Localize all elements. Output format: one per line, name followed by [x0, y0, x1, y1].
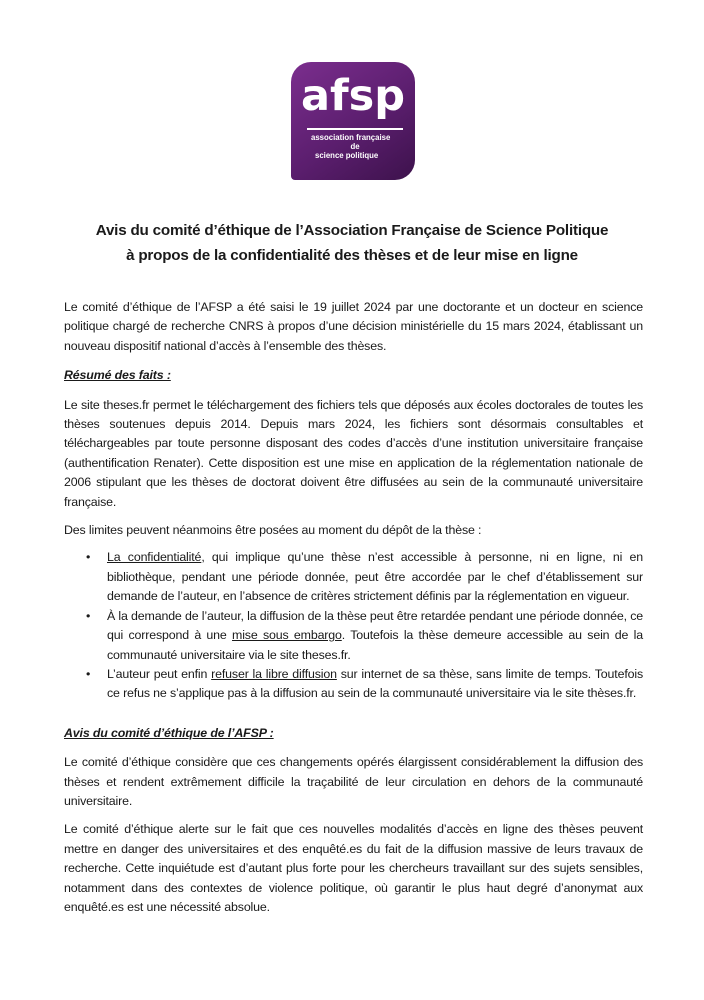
facts-paragraph: Le site theses.fr permet le téléchargement des fichiers tels que déposés aux écoles doctorales de toutes les thèses soutenues depuis 2014. Depuis mars 2024, les fichiers sont désormais consultables et téléchargeables par toute personne disposant des codes d’accès d’une institution universitaire française (authentification Renater). Cette disposition est une mise en application de la réglementation nationale de 2006 stipulant que les thèses de doctorat doivent être diffusées au sein de la communauté universitaire française. [64, 397, 643, 509]
embargo-term: mise sous embargo [232, 628, 342, 643]
afsp-logo [291, 62, 415, 180]
intro-paragraph: Le comité d’éthique de l’AFSP a été saisi le 19 juillet 2024 par une doctorante et un docteur en science politique chargé de recherche CNRS à propos d’une décision ministérielle du 15 mars 2024, établissant un nouveau dispositif national d’accès à l’ensemble des thèses. [64, 300, 643, 353]
refusal-term: refuser la libre diffusion [211, 666, 337, 681]
opinion-paragraph-2: Le comité d’éthique alerte sur le fait que ces nouvelles modalités d’accès en ligne des thèses peuvent mettre en danger des universitaires et des enquêté.es du fait de la diffusion massive de leurs travaux de recherche. Cette inquiétude est d’autant plus forte pour les chercheurs travaillant sur des sujets sensibles, notamment dans des contextes de violence politique, où garantir le plus haut degré d’anonymat aux enquêté.es est une nécessité absolue. [64, 822, 643, 914]
limits-list [64, 548, 643, 703]
limits-paragraph: Des limites peuvent néanmoins être posées au moment du dépôt de la thèse : [64, 523, 482, 538]
list-item: • À la demande de l’auteur, la diffusion de la thèse peut être retardée pendant une période donnée, ce qui correspond à une mise sous embargo. Toutefois la thèse demeure accessible au sein de la communauté universitaire via le site theses.fr. [64, 607, 643, 665]
logo-brand: afsp [300, 71, 406, 121]
opinion-paragraph-1: Le comité d’éthique considère que ces changements opérés élargissent considérablement la diffusion des thèses et rendent extrêmement difficile la traçabilité de leur circulation en dehors de la communauté universitaire. [64, 755, 643, 808]
document-body [64, 298, 643, 917]
document-title [40, 218, 664, 268]
list-item: • L’auteur peut enfin refuser la libre diffusion sur internet de sa thèse, sans limite de temps. Toutefois ce refus ne s’applique pas à la diffusion au sein de la communauté universitaire via le site thèses.fr. [64, 665, 643, 704]
list-item: • La confidentialité, qui implique qu’une thèse n’est accessible à personne, ni en ligne, ni en bibliothèque, pendant une période donnée, peut être accordée par le chef d’établissement sur demande de l’auteur, en l’absence de critères strictement définis par la réglementation en vigueur. [64, 548, 643, 606]
logo-line-2: de [350, 142, 360, 151]
logo-line-3: science politique [315, 151, 379, 160]
facts-heading: Résumé des faits : [64, 368, 171, 383]
opinion-heading: Avis du comité d’éthique de l’AFSP : [64, 725, 274, 740]
title-line-1: Avis du comité d’éthique de l’Association Française de Science Politique [95, 222, 609, 239]
confidentiality-term: La confidentialité [107, 550, 202, 565]
logo-subtitle [305, 133, 405, 160]
logo-rule [307, 128, 403, 130]
logo-line-1: association française [311, 133, 391, 142]
title-line-2: à propos de la confidentialité des thèses et de leur mise en ligne [126, 247, 578, 264]
